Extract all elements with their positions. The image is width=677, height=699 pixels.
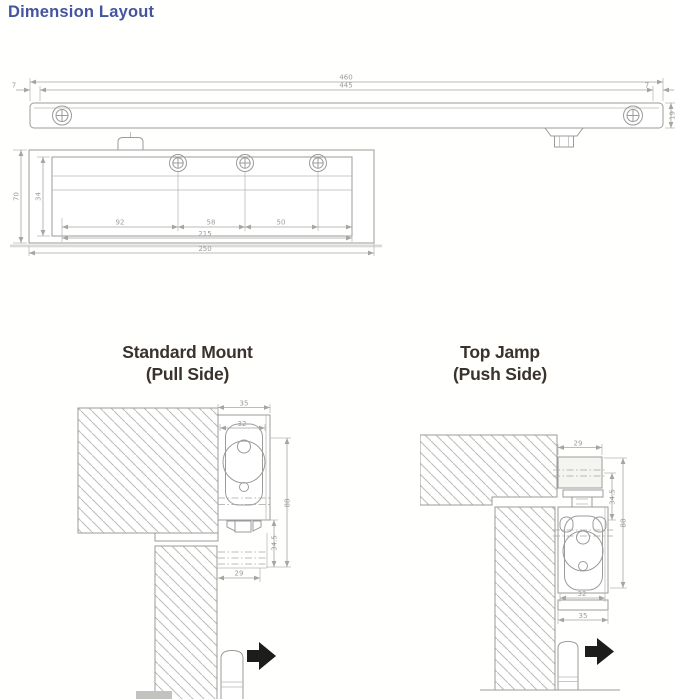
swing-direction-arrow-icon [247, 642, 276, 670]
dim-left-body-width: 35 [239, 400, 249, 408]
door-section [495, 507, 555, 690]
dim-left-spindle-offset: 34.5 [270, 535, 279, 551]
rail-cross-section [553, 457, 607, 488]
left-mount-title: Standard Mount [122, 342, 253, 362]
dim-right-spindle-offset: 34.5 [608, 489, 617, 505]
wall-section [420, 435, 557, 505]
top-assembly-drawing [0, 60, 677, 265]
dim-rail-holespan: 445 [339, 81, 353, 90]
dim-body-span2: 58 [206, 218, 216, 227]
dim-rail-height: 19 [668, 111, 677, 120]
right-mount-title: Top Jamp [460, 342, 540, 362]
left-mount-subtitle: (Pull Side) [145, 364, 230, 384]
left-mount-heading [70, 341, 305, 385]
dim-rail-end-left: 7 [11, 81, 17, 90]
right-mount-subtitle: (Push Side) [452, 364, 548, 384]
arm-bar [155, 533, 218, 541]
dim-body-inner-height: 34 [34, 192, 43, 201]
dim-left-body-height: 88 [283, 498, 292, 508]
standard-mount-drawing [70, 400, 305, 699]
dim-right-body-width: 35 [578, 612, 588, 620]
dim-body-span-total: 215 [198, 230, 212, 238]
pinion-cap [118, 138, 143, 151]
dim-body-span3: 50 [276, 218, 286, 227]
mounting-lip [558, 600, 608, 610]
dim-right-inner-width: 32 [577, 590, 587, 598]
door-edge-band [10, 245, 382, 248]
dim-right-rail-width: 29 [573, 439, 583, 448]
page-title: Dimension Layout [8, 3, 155, 21]
dim-body-span1: 92 [115, 218, 125, 227]
right-mount-heading [400, 341, 600, 385]
door-section [155, 546, 217, 699]
dim-rail-end-right: 7 [644, 81, 650, 90]
wall-section [78, 408, 218, 533]
closer-body-section [218, 415, 270, 568]
slide-rail-drawing [12, 74, 677, 148]
pinion-slider [563, 490, 603, 508]
dim-left-inner-width: 32 [237, 420, 247, 428]
dim-right-body-height: 88 [619, 518, 628, 528]
dim-body-height: 70 [12, 192, 21, 201]
spindle-nut [227, 521, 261, 532]
swing-direction-arrow-icon [585, 638, 614, 665]
threshold-block [136, 691, 172, 699]
dim-left-door-offset: 29 [234, 569, 244, 578]
top-jamp-drawing [420, 430, 677, 699]
closer-body-drawing [10, 132, 382, 256]
dim-body-overall: 250 [198, 245, 212, 253]
dim-rail-overall: 460 [339, 73, 353, 82]
rail-slider-block [545, 128, 583, 147]
